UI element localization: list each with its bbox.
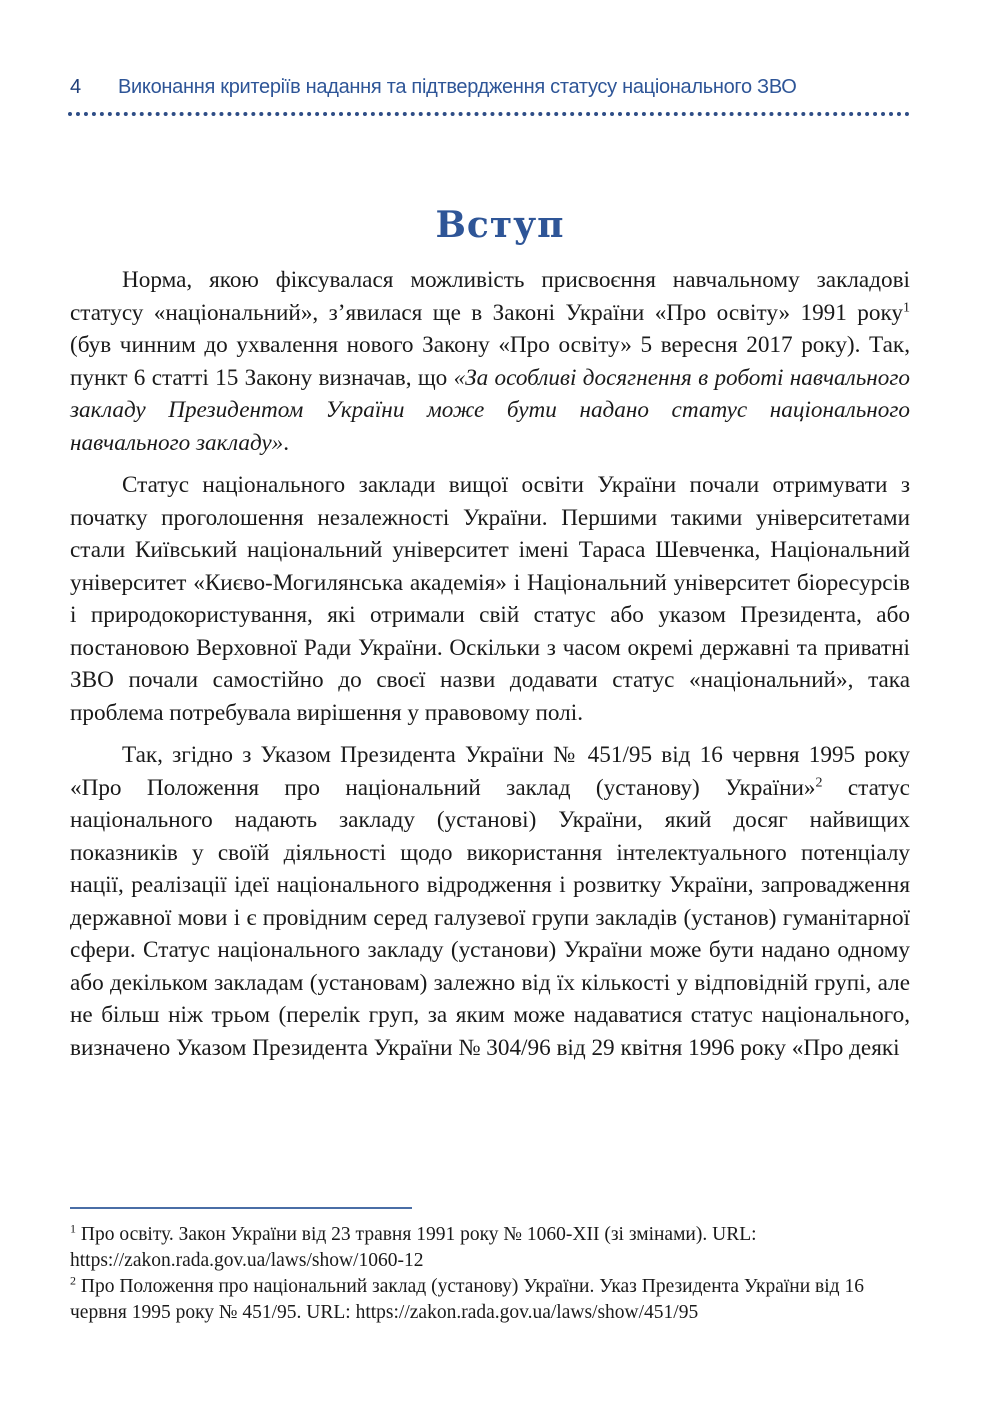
paragraph-3 xyxy=(70,739,910,1064)
paragraph-1-text-b: (був чинним до ухвалення нового Закону «Про освіту» 5 вересня 2017 року). Так, пункт 6 статті 15 Закону визначав, що xyxy=(70,332,910,391)
paragraph-3-text-a: Так, згідно з Указом Президента України № 451/95 від 16 червня 1995 року «Про Положення про національний заклад (установу) України» xyxy=(70,742,910,801)
paragraph-1-text-a: Норма, якою фіксувалася можливість присвоєння навчальному закладові статусу «національний», з’явилася ще в Законі України «Про освіту» 1991 року xyxy=(70,267,910,326)
footnote-1-number: 1 xyxy=(70,1221,76,1236)
paragraph-2: Статус національного заклади вищої освіти України почали отримувати з початку проголошення незалежності України. Першими такими університетами стали Київський національний університет імені Тараса Шевченка, Національний університет «Києво-Могилянська академія» і Національний університет біоресурсів і природокористування, які отримали свій статус або указом Президента, або постановою Верховної Ради України. Оскільки з часом окремі державні та приватні ЗВО почали самостійно до своєї назви додавати статус «національний», така проблема потребувала вирішення у правовому полі. xyxy=(70,472,910,726)
paragraph-1-text-c: . xyxy=(283,429,290,456)
footnote-2 xyxy=(70,1274,910,1326)
page-number: 4 xyxy=(70,76,81,98)
running-title: Виконання критеріїв надання та підтвердження статусу національного ЗВО xyxy=(118,76,797,98)
footnote-ref-2[interactable]: 2 xyxy=(815,774,823,790)
footnote-1 xyxy=(70,1222,910,1274)
header-dotted-divider xyxy=(68,112,910,116)
paragraph-1 xyxy=(70,264,910,459)
running-header xyxy=(70,76,910,106)
footnote-separator xyxy=(70,1207,412,1209)
section-title: Вступ xyxy=(435,204,565,247)
footnote-ref-1[interactable]: 1 xyxy=(903,299,910,315)
paragraph-1-quote: «За особливі досягнення в роботі навчального закладу Президентом України може бути надано статус національного навчального закладу» xyxy=(70,364,910,456)
footnote-2-text: Про Положення про національний заклад (установу) України. Указ Президента України від 16 червня 1995 року № 451/95. URL: https://zakon.rada.gov.ua/laws/show/451/95 xyxy=(70,1276,864,1323)
paragraph-3-text-b: статус національного надають закладу (установі) України, який досяг найвищих показників у своїй діяльності щодо використання інтелектуального потенціалу нації, реалізації ідеї національного відродження і розвитку України, запровадження державної мови і є провідним серед галузевої групи закладів (установ) гуманітарної сфери. Статус національного закладу (установи) України може бути надано одному або декільком закладам (установам) залежно від їх кількості у відповідній групі, але не більш ніж трьом (перелік груп, за яким може надаватися статус національного, визначено Указом Президента України № 304/96 від 29 квітня 1996 року «Про деякі xyxy=(70,774,910,1061)
footnote-1-text: Про освіту. Закон України від 23 травня 1991 року № 1060-XII (зі змінами). URL: https://zakon.rada.gov.ua/laws/show/1060-12 xyxy=(70,1224,757,1271)
footnotes xyxy=(70,1222,910,1326)
footnote-2-number: 2 xyxy=(70,1273,76,1288)
body-text xyxy=(70,264,910,1074)
